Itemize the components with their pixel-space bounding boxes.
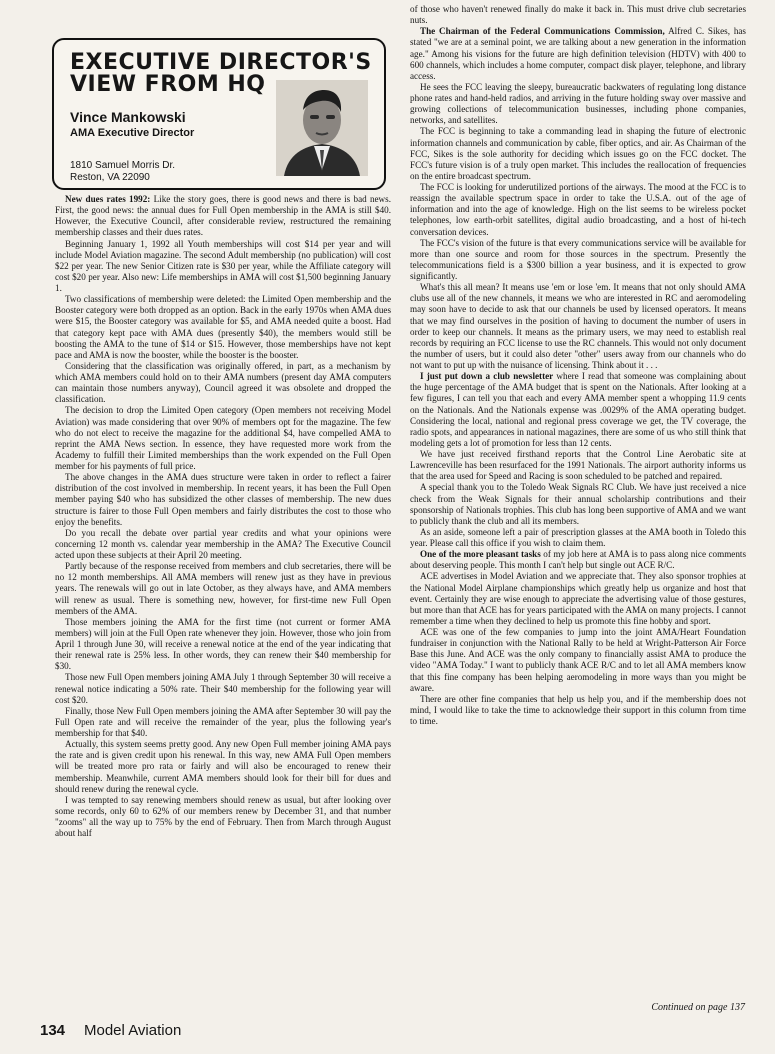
paragraph-text: where I read that someone was complaining about the huge percentage of the AMA budget that is spent on the Nationals. After looking at a few figures, I can tell you that each and every AMA member spent a whopping 11.9 cents on the Nationals. And the Nationals expense was .0029% of the AMA operating budget. Considering the local, national and regional press coverage we get, the TV coverage, the radio spots, and appearances in national magazines, there are some of us who still think that modeling gets a lot of promotion for less than 12 cents. [410, 371, 747, 448]
paragraph-text: The above changes in the AMA dues structure were taken in order to reflect a fairer distribution of the cost involved in membership. In recent years, it has been the Full Open member paying $40 who has subsidized the other classes of membership. The new dues structure is fairer to those Full Open members and fairly distributes the cost to those who enjoy the benefits. [55, 472, 391, 527]
address-line2: Reston, VA 22090 [70, 172, 150, 183]
author-role: AMA Executive Director [70, 127, 195, 139]
paragraph [410, 26, 746, 82]
paragraph-text: We have just received firsthand reports that the Control Line Aerobatic site at Lawrenceville has been resurfaced for the 1991 Nationals. The airport authority informs us that the area used for Speed and Racing is soon scheduled to be patched and repaired. [410, 449, 746, 482]
paragraph-text: Beginning January 1, 1992 all Youth memberships will cost $14 per year and will include Model Aviation magazine. The second Adult membership (no publication) will cost $22 per year. The new Senior Citizen rate is $30 per year, while the Affiliate category will cost $20 per year. Also new: Life memberships in AMA will cost $1,500 beginning January 1. [55, 238, 391, 293]
page-number: 134 [40, 1022, 66, 1039]
paragraph [55, 472, 391, 528]
paragraph [410, 82, 746, 127]
paragraph [410, 627, 746, 694]
author-photo [276, 80, 368, 176]
paragraph-lead: New dues rates 1992: [65, 194, 151, 204]
paragraph-text: Do you recall the debate over partial year credits and what your opinions were concerning 12 month vs. calendar year membership in the AMA? The Executive Council acted upon these subjects at their April 20 meeting. [55, 527, 391, 560]
continued-note: Continued on page 137 [651, 1002, 745, 1013]
column-title: EXECUTIVE DIRECTOR'S VIEW FROM HQ [70, 50, 372, 97]
paragraph [410, 694, 746, 727]
paragraph [410, 449, 746, 482]
paragraph-text: He sees the FCC leaving the sleepy, bureaucratic backwaters of regulating long distance phone rates and hand-held radios, and arriving in the future holding sway over massive and growing collections of telecommunication businesses, including phone companies, networks, and satellites. [410, 81, 746, 126]
paragraph [410, 527, 746, 549]
paragraph-text: ACE was one of the few companies to jump into the joint AMA/Heart Foundation fundraiser in conjunction with the National Rally to be held at Wright-Patterson Air Force Base this June. And ACE was the only company to financially assist AMA to produce the video "AMA Today." I want to publicly thank ACE R/C and to let all AMA members know that this fine company has been helping aeromodeling in more ways than you might be aware. [410, 627, 746, 693]
paragraph-text: Those members joining the AMA for the first time (not current or former AMA members) will join at the Full Open rate whenever they join. However, those who join from April 1 through June 30, will receive a renewal notice at the end of the year indicating that their renewal rate is 25% less. In other words, they can renew their $40 membership for $30. [55, 616, 391, 672]
paragraph [55, 739, 391, 795]
paragraph [55, 672, 391, 705]
paragraph [55, 294, 391, 361]
paragraph-text: Alfred C. Sikes, has stated "we are at a seminal point, we are talking about a new generation in the information age." Among his visions for the future are high definition television (HDTV) with 400 to 600 channels, which includes a home computer, compact disk player, telephone, and library access. [410, 26, 746, 81]
paragraph-text: Two classifications of membership were deleted: the Limited Open membership and the Booster category were both dropped as an option. Back in the early 1970s when AMA dues were $15, the Booster category was available for $5, and AMA needed quite a boost. Had that category kept pace with AMA dues (presently $40), the members would still be boosting the AMA to the tune of $14 or $15. However, those memberships have not kept pace and AMA is now the booster, while the booster is the booster. [55, 294, 391, 360]
paragraph-text: The FCC is looking for underutilized portions of the airways. The mood at the FCC is to reassign the available spectrum space in order to take the U.S.A. out of the age of information and into the age of knowledge. High on the list seems to be wireless pocket telephones, low earth-orbit satellites, digital audio broadcasting, and a host of hi-tech conversation devices. [410, 182, 746, 237]
paragraph [55, 361, 391, 406]
paragraph-text: The FCC is beginning to take a commanding lead in shaping the future of electronic information channels and communication by cable, fiber optics, and air. As Chairman of the FCC, Sikes is the sole authority for deciding which issues go on the FCC docket. The FCC's future vision is of a truly open market. This includes the reallocation of frequencies on the entire broadcast spectrum. [410, 126, 746, 181]
paragraph-lead: One of the more pleasant tasks [420, 549, 541, 560]
paragraph-text: Like the story goes, there is good news and there is bad news. First, the good news: the annual dues for Full Open membership in the AMA is still $40. However, the Executive Council, after considerable review, restructured the remaining membership classes and their dues rates. [55, 194, 391, 238]
paragraph [55, 617, 391, 673]
address-line1: 1810 Samuel Morris Dr. [70, 160, 176, 171]
paragraph [410, 126, 746, 182]
paragraph [55, 194, 391, 239]
paragraph [410, 549, 746, 571]
paragraph-text: I was tempted to say renewing members should renew as usual, but after looking over some records, only 60 to 62% of our members renew by December 31, and that number "zooms" all the way up to 75% by the end of February. Then from March through August about half [55, 794, 391, 839]
paragraph [410, 182, 746, 238]
paragraph [410, 482, 746, 527]
paragraph-text: There are other fine companies that help us help you, and if the membership does not mind, I would like to take the time to acknowledge their support in this column from time to time. [410, 693, 746, 726]
paragraph [410, 282, 746, 371]
paragraph [410, 571, 746, 627]
paragraph-text: Those new Full Open members joining AMA July 1 through September 30 will receive a renewal notice indicating a 50% rate. Their $40 membership for the following year will cost $20. [55, 672, 391, 705]
paragraph-text: ACE advertises in Model Aviation and we appreciate that. They also sponsor trophies at the National Model Airplane championships which greatly help us organize and host that event. Certainly they are wise enough to appreciate the advertising value of those gestures, but more than that ACE has for years participated with the AMA on many projects. I cannot remember a time when they declined to help us promote this fine hobby and sport. [410, 571, 746, 626]
paragraph-text: Actually, this system seems pretty good. Any new Open Full member joining AMA pays the rate and is given credit upon his renewal. In this way, new AMA Full Open members will be treated more pro rata or fairly and will also be encouraged to renew their membership. Meanwhile, current AMA members should look for their bill for dues and should renew during the renewal cycle. [55, 739, 391, 794]
paragraph [410, 4, 746, 26]
header-box [52, 38, 386, 190]
paragraph-text: The decision to drop the Limited Open category (Open members not receiving Model Aviation) was made considering that over 90% of members opt for the magazine. The few who do not elect to receive the magazine for the additional $4, have compelled AMA to reprint the AMA News section. In essence, they have requested more work from the Academy to fulfill their Limited memberships than the work expended on the Full Open member for his payments of full price. [55, 405, 391, 471]
magazine-name: Model Aviation [84, 1022, 182, 1039]
paragraph [55, 706, 391, 739]
paragraph [55, 405, 391, 472]
paragraph-text: As an aside, someone left a pair of prescription glasses at the AMA booth in Toledo this year. Please call this office if you wish to claim them. [410, 526, 746, 548]
paragraph [410, 238, 746, 283]
paragraph [55, 239, 391, 295]
right-column [410, 4, 746, 727]
author-name: Vince Mankowski [70, 109, 186, 125]
paragraph-lead: I just put down a club newsletter [420, 371, 554, 382]
paragraph-lead: The Chairman of the Federal Communications Commission, [420, 26, 665, 37]
paragraph-text: The FCC's vision of the future is that every communications service will be available for more than one source and room for those sources in the spectrum. Presently the telecommunications field is a $300 billion a year business, and it is expected to grow significantly. [410, 237, 746, 281]
paragraph-text: of my job here at AMA is to pass along nice comments about deserving people. This month I can't help but single out ACE R/C. [410, 549, 746, 571]
paragraph-text: Considering that the classification was originally offered, in part, as a mechanism by which AMA members could hold on to their AMA numbers (present day AMA computers can maintain those numbers anyway), Council agreed it was obsolete and dropped the classification. [55, 360, 391, 405]
paragraph-text: Partly because of the response received from members and club secretaries, there will be no 12 month memberships. All AMA members will renew just as they have in previous years. The renewals will go out in late October, as they always have, and AMA members will renew as usual. There is something new, however, for first-time new Full Open members of the AMA. [55, 561, 391, 616]
author-portrait-icon [276, 80, 368, 176]
paragraph [410, 371, 746, 449]
left-column [55, 194, 391, 839]
paragraph-text: A special thank you to the Toledo Weak Signals RC Club. We have just received a nice check from the Weak Signals for their annual scholarship contributions and their sponsorship of Nationals trophies. This club has long been supportive of AMA and we want to publicly thank the club and all its members. [410, 482, 746, 526]
paragraph-text: What's this all mean? It means use 'em or lose 'em. It means that not only should AMA clubs use all of the new channels, it means we who are interested in RC and aeromodeling may soon have to decide to ask that our channels be used by licensed operators. It means that we may find ourselves in the position of having to document the number of users in order to keep our channels. It means as the primary users, we may need to establish real records by requiring an FCC license to use the RC channels. This would not only document the number of users, but it could also deter "other" users away from our channels who do not want to put up with the nuisance of licensing. Think about it . . . [410, 282, 746, 370]
paragraph [55, 528, 391, 561]
paragraph [55, 561, 391, 617]
paragraph-text: Finally, those New Full Open members joining the AMA after September 30 will pay the Full Open rate and will receive the remainder of the year, plus the following year's membership for that $40. [55, 705, 391, 738]
paragraph [55, 795, 391, 840]
paragraph-text: of those who haven't renewed finally do make it back in. This must drive club secretaries nuts. [410, 4, 746, 26]
author-address [70, 160, 175, 184]
